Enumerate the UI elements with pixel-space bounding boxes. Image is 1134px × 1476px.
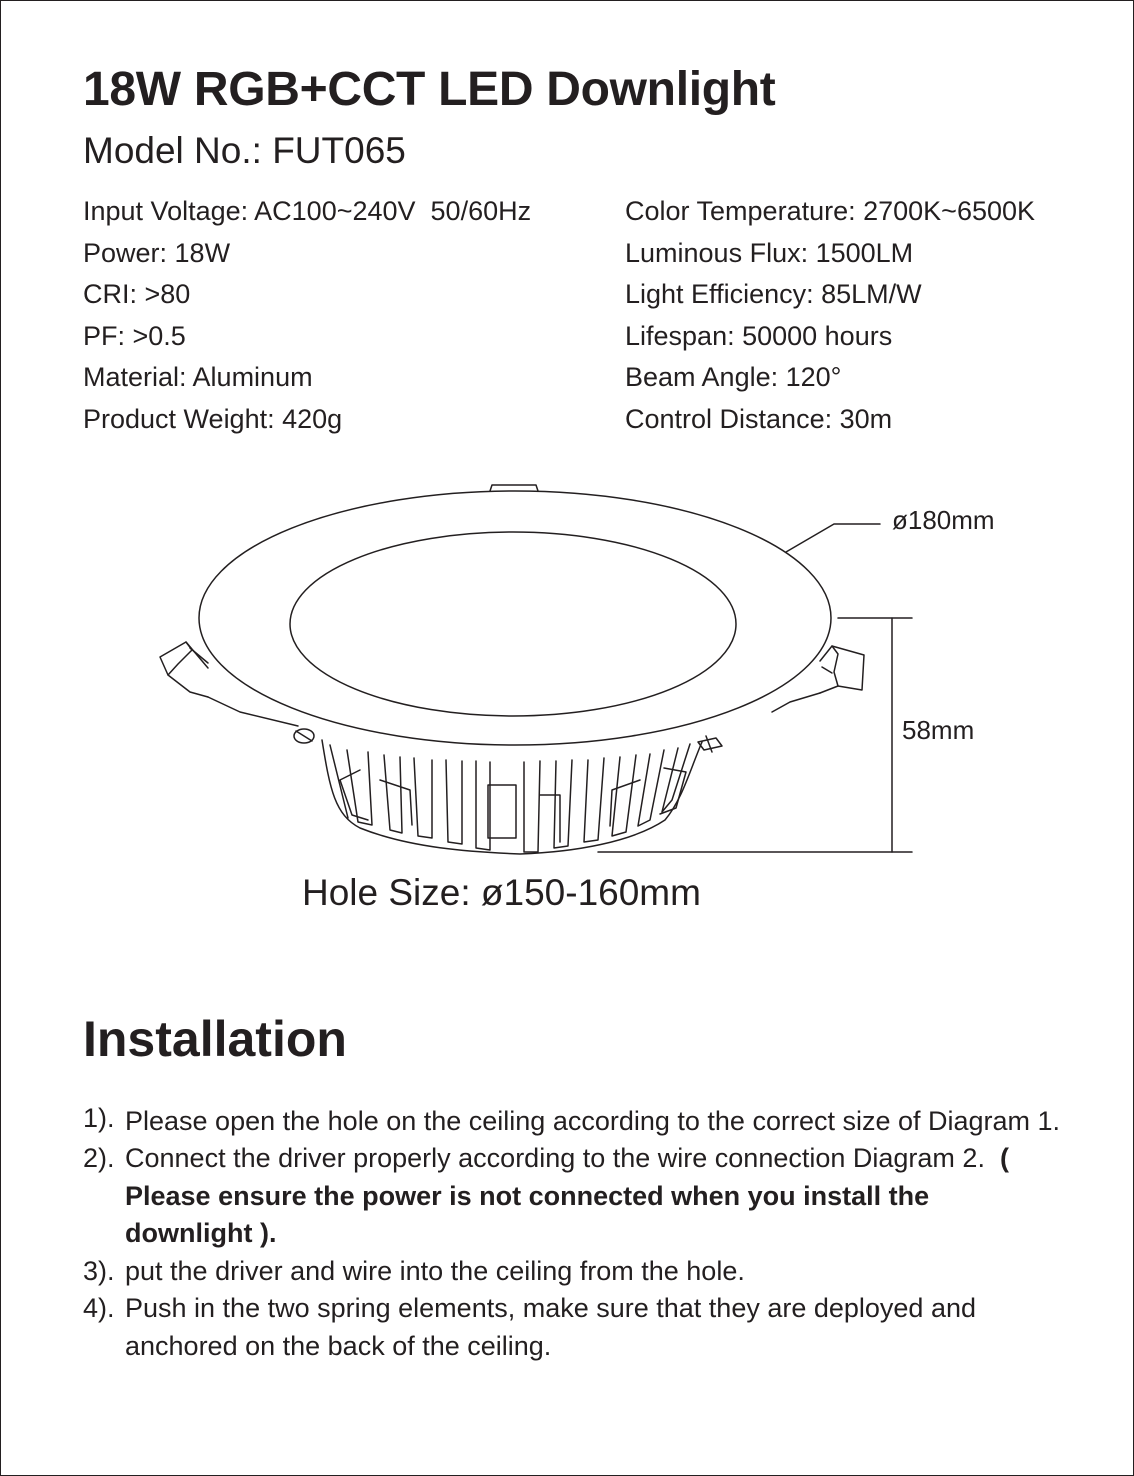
top-notch — [490, 485, 538, 491]
installation-heading: Installation — [83, 1011, 347, 1067]
spec-light-efficiency: Light Efficiency: 85LM/W — [625, 279, 922, 309]
installation-steps — [83, 1100, 1063, 1365]
power-warning: ( Please ensure the power is not connected when you install the downlight ). — [125, 1143, 1009, 1248]
diameter-label: ø180mm — [892, 505, 995, 535]
step-number: 4). — [83, 1293, 115, 1323]
spec-color-temperature: Color Temperature: 2700K~6500K — [625, 196, 1036, 226]
step-number: 1). — [83, 1103, 115, 1133]
hole-size-label: Hole Size: ø150-160mm — [302, 872, 701, 913]
heatsink-body — [322, 740, 702, 854]
product-title: 18W RGB+CCT LED Downlight — [83, 63, 776, 116]
spec-lifespan: Lifespan: 50000 hours — [625, 320, 893, 351]
spec-power: Power: 18W — [83, 237, 231, 268]
step-text: Push in the two spring elements, make sure that they are deployed and anchored on the back of the ceiling. — [125, 1293, 977, 1361]
list-item — [83, 1253, 1063, 1291]
step-text: put the driver and wire into the ceiling from the hole. — [125, 1255, 745, 1286]
spec-material: Material: Aluminum — [83, 362, 313, 392]
list-item — [83, 1290, 1063, 1365]
step-text: Please open the hole on the ceiling according to the correct size of Diagram 1. — [125, 1106, 1061, 1136]
step-number: 3). — [83, 1255, 115, 1286]
spec-pf: PF: >0.5 — [83, 320, 186, 351]
spec-luminous-flux: Luminous Flux: 1500LM — [625, 237, 914, 268]
step-text-wrapper — [125, 1140, 1063, 1253]
step-number: 2). — [83, 1143, 115, 1173]
spec-input-voltage: Input Voltage: AC100~240V 50/60Hz — [83, 196, 532, 226]
height-label: 58mm — [902, 715, 975, 745]
model-number: Model No.: FUT065 — [83, 130, 406, 171]
spec-beam-angle: Beam Angle: 120° — [625, 362, 842, 392]
spec-control-distance: Control Distance: 30m — [625, 403, 893, 434]
list-item — [83, 1140, 1063, 1253]
spec-weight: Product Weight: 420g — [83, 403, 343, 434]
list-item — [83, 1100, 1063, 1142]
spec-cri: CRI: >80 — [83, 279, 191, 309]
step-text: Connect the driver properly according to the wire connection Diagram 2. — [125, 1143, 985, 1173]
